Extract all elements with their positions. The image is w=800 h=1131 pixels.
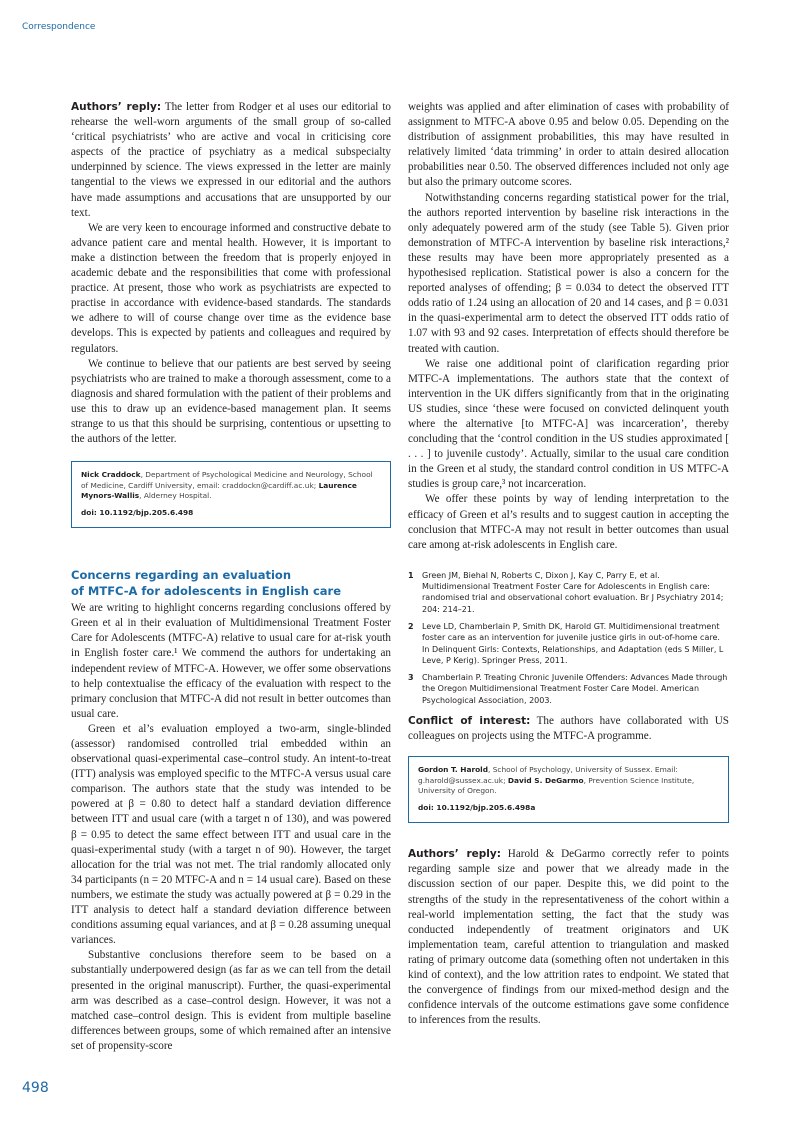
author-info-2 [418, 765, 719, 797]
conflict-lead: Conflict of interest: [408, 715, 531, 728]
reference-text: Green JM, Biehal N, Roberts C, Dixon J, Kay C, Parry E, et al. Multidimensional Treatment Foster Care for Adolescents in English care: randomised trial and observational cohort evaluation. Br J Psychiatry 2014; 204: 214–21. [422, 570, 724, 614]
left-column [71, 100, 391, 1054]
reply-text: Harold & DeGarmo correctly refer to points regarding sample size and power that we already made in the discussion section of our paper. Despite this, we did point to the strengths of the study in the representativeness of the cohort within a real-world implementation setting, the fact that the study was conducted independently of treatment originators and UK implementation team, careful attention to triangulation and masked rating of primary outcome data (something often not undertaken in this kind of context), and the low attrition rates to endpoint. We stated that the convergence of findings from our mixed-method design and the confidence intervals of the outcome estimations gave some confidence to inferences from the results. [408, 848, 729, 1027]
reply-paragraph [71, 100, 391, 221]
reply-paragraph-4 [408, 847, 729, 1028]
doi-link-2[interactable]: doi: 10.1192/bjp.205.6.498a [418, 802, 536, 812]
author-name: Gordon T. Harold [418, 765, 489, 775]
author-affiliation: , Department of Psychological Medicine and Neurology, School of Medicine, Cardiff University, email: craddockn@cardiff.ac.uk; [81, 470, 373, 490]
letter-title-line: of MTFC-A for adolescents in English care [71, 583, 342, 598]
reference-number: 3 [408, 673, 414, 683]
author-affiliation: , Alderney Hospital. [139, 491, 212, 501]
conflict-of-interest [408, 714, 729, 744]
letter-paragraph-6: We raise one additional point of clarification regarding prior MTFC-A implementations. The authors state that the context of intervention in the UK differs significantly from that in the originating US studies, since ‘these were focused on convicted delinquent youth where the alternative [to MTFC-A] was incarceration’, thereby concluding that the ‘control condition in the US studies approximated [ . . . ] to juvenile custody’. Actually, similar to the usual care condition in the Green et al study, the standard control condition in US MTFC-A studies is group care,³ not incarceration. [408, 357, 729, 491]
reference-list [408, 570, 729, 706]
reference-item [408, 570, 729, 615]
author-box [71, 461, 391, 528]
conflict-text: The authors have collaborated with US colleagues on projects using the MTFC-A programme. [408, 715, 729, 743]
reply-paragraph-2: We are very keen to encourage informed and constructive debate to advance patient care and mental health. However, it is important to make a distinction between the freedom that is properly enjoyed in academic debate and the responsibilities that come with professional practice. At present, those who work as psychiatrists are expected to practise in accordance with evidence-based standards. The standards we adhere to will of course change over time as the evidence base develops. This is expected by patients and colleagues and required by regulators. [71, 221, 391, 355]
reply-paragraph-3: We continue to believe that our patients are best served by seeing psychiatrists who are trained to make a thorough assessment, come to a diagnosis and shared formulation with the patient of their problems and use this to draw up an evidence-based management plan. It seems strange to us that this should be surprising, contentious or upsetting to the authors of the letter. [71, 357, 391, 446]
letter-title [71, 568, 391, 599]
reference-item [408, 621, 729, 666]
author-affiliation: , School of Psychology, University of Sussex. Email: g.harold@sussex.ac.uk; [418, 765, 678, 785]
reference-number: 2 [408, 622, 414, 631]
right-column [408, 100, 729, 1028]
reference-text: Chamberlain P. Treating Chronic Juvenile Offenders: Advances Made through the Oregon Multidimensional Treatment Foster Care Model. American Psychological Association, 2003. [422, 673, 728, 705]
letter-paragraph-4: weights was applied and after elimination of cases with probability of assignment to MTFC-A above 0.95 and below 0.05. Depending on the distribution of assignment probabilities, this may have resulted in relatively limited ‘data trimming’ in order to attain desired allocation probabilities near 0.50. The observed differences included not only age but also the primary outcome scores. [408, 101, 729, 189]
reference-text: Leve LD, Chamberlain P, Smith DK, Harold GT. Multidimensional treatment foster care as an intervention for juvenile justice girls in out-of-home care. In Delinquent Girls: Contexts, Relationships, and Adaptation (eds S Miller, L Leve, P Kerig). Springer Press, 2011. [422, 622, 724, 665]
letter-paragraph-7: We offer these points by way of lending interpretation to the efficacy of Green et al’s results and to suggest caution in accepting the conclusion that MTFC-A may not result in better outcomes than usual care among at-risk adolescents in English care. [408, 493, 729, 551]
doi-link[interactable]: doi: 10.1192/bjp.205.6.498 [81, 507, 194, 517]
author-info [81, 470, 381, 502]
reply-lead: Authors’ reply: [408, 848, 501, 861]
letter-title-line: Concerns regarding an evaluation [71, 568, 292, 583]
letter-paragraph-5: Notwithstanding concerns regarding statistical power for the trial, the authors reported intervention by baseline risk interactions in the only adequately powered arm of the study (see Table 5). Given prior demonstration of MTFC-A intervention by baseline risk interactions,² these results may have been more appropriately presented as a hypothesised replication. Statistical power is also a concern for the reported analyses of offending; β = 0.034 to detect the observed ITT odds ratio of 1.24 using an allocation of 20 and 14 cases, and β = 0.031 in the quasi-experimental arm to detect the observed ITT odds ratio of 1.07 with 93 and 92 cases. Interpretation of effects should therefore be treated with caution. [408, 191, 729, 355]
section-header: Correspondence [22, 22, 96, 32]
author-name: David S. DeGarmo [507, 775, 584, 785]
letter-paragraph-2: Green et al’s evaluation employed a two-arm, single-blinded (assessor) randomised controlled trial embedded within an observational quasi-experimental case–control study. An intent-to-treat (ITT) analysis was employed specific to the MTFC-A versus usual care comparison. The authors state that the study was intended to be powered at β = 0.80 to detect half a standard deviation difference between ITT and usual care (with a target n of 130), and was powered β = 0.95 to detect the same effect between ITT and usual care in the quasi-experimental study (with a target n of 90). However, the target allocation for the trial was not met. The trial randomly allocated only 34 participants (n = 20 MTFC-A and n = 14 usual care). Based on these numbers, we estimate the study was actually powered at β = 0.29 in the ITT analysis to detect half a standard deviation difference between conditions assuming equal variances, and at β = 0.28 assuming unequal variances. [71, 722, 391, 947]
author-name: Laurence Mynors-Wallis [81, 480, 357, 501]
author-affiliation: , Prevention Science Institute, University of Oregon. [418, 775, 695, 796]
page-number: 498 [22, 1080, 49, 1096]
author-name: Nick Craddock [81, 470, 141, 480]
reply-lead: Authors’ reply: [71, 101, 162, 113]
reference-item [408, 672, 729, 706]
letter-paragraph-3: Substantive conclusions therefore seem to be based on a substantially underpowered design (as far as we can tell from the detail presented in the original manuscript). Further, the quasi-experimental arm was described as a case–control design. However, it was not a matched case–control design. This is evident from multiple baseline differences between groups, some of which remained after an intensive set of propensity-score [71, 949, 391, 1052]
letter-paragraph-1: We are writing to highlight concerns regarding conclusions offered by Green et al in their evaluation of Multidimensional Treatment Foster Care for Adolescents (MTFC-A) relative to usual care for at-risk youth in English foster care.¹ We commend the authors for undertaking an independent review of MTFC-A. However, we offer some observations to help contextualise the efficacy of the evaluation with respect to the primary conclusion that MTFC-A did not result in better outcomes than usual care. [71, 602, 391, 720]
reference-number: 1 [408, 570, 414, 580]
reply-text: The letter from Rodger et al uses our editorial to rehearse the well-worn arguments of the small group of so-called ‘critical psychiatrists’ who are active and vocal in criticising core aspects of the practice of psychiatry as a medical subspecialty underpinned by science. The views expressed in the letter are mainly tangential to the views we expressed in our editorial and the authors have made assumptions and accusations that are unsupported by our text. [71, 101, 391, 219]
author-box-2 [408, 756, 729, 823]
